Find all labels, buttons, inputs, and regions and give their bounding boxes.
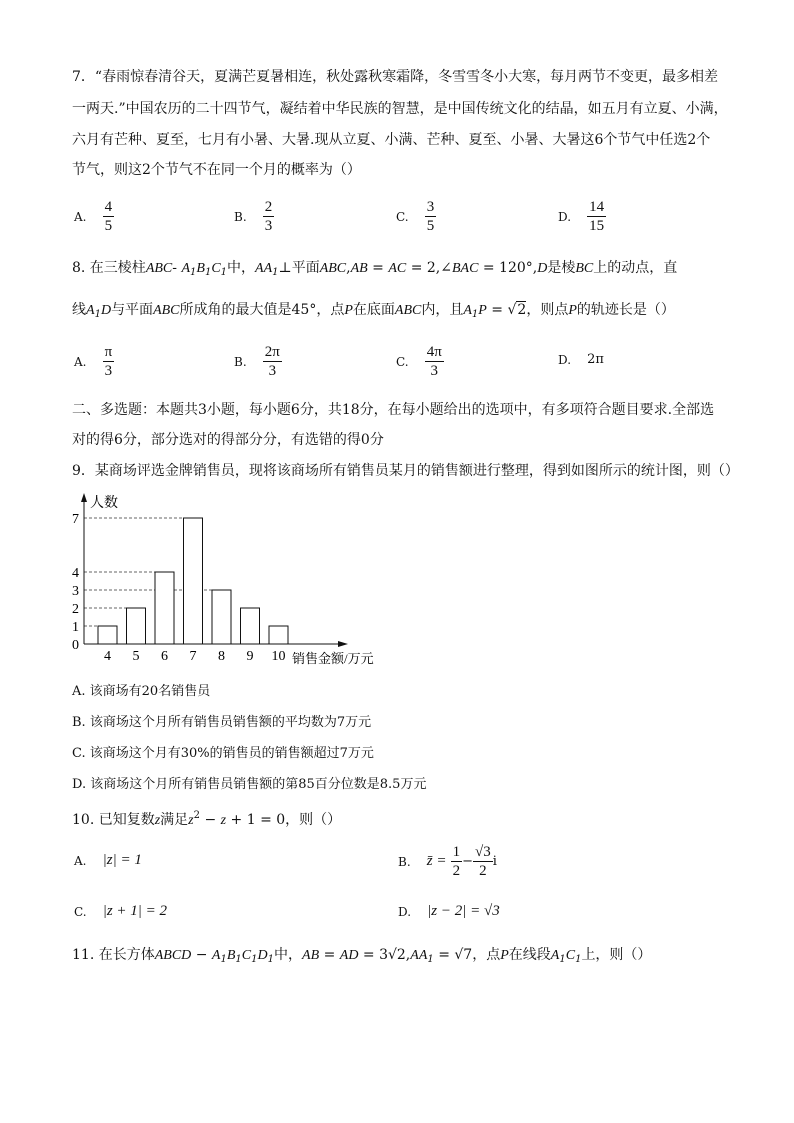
text: + 1 = 0，则（） bbox=[226, 812, 342, 828]
x-axis-label: 销售金额/万元 bbox=[292, 651, 374, 666]
text: 上，则（） bbox=[581, 947, 652, 963]
x-tick-label: 9 bbox=[246, 649, 254, 664]
option-label: B. bbox=[234, 209, 247, 224]
numerator: √3 bbox=[475, 844, 491, 860]
text: 线 bbox=[72, 302, 86, 318]
math: C bbox=[241, 948, 252, 963]
q7-option-b[interactable] bbox=[234, 198, 274, 235]
numerator: 2π bbox=[264, 344, 280, 360]
y-tick-label: 4 bbox=[72, 566, 79, 581]
minus-sign: − bbox=[462, 854, 474, 869]
numerator: π bbox=[104, 344, 113, 360]
option-label: A. bbox=[74, 853, 87, 868]
option-label: D. bbox=[558, 209, 572, 224]
text: = bbox=[486, 302, 508, 318]
option-value: |z| = 1 bbox=[102, 852, 142, 868]
text: 是棱 bbox=[547, 260, 576, 276]
x-tick-label: 4 bbox=[104, 649, 111, 664]
q7-option-d[interactable] bbox=[558, 198, 606, 235]
option-value: |z + 1| = 2 bbox=[102, 903, 168, 919]
math: A bbox=[86, 303, 95, 318]
subscript: 1 bbox=[272, 267, 279, 278]
math: B bbox=[226, 948, 236, 963]
sales-bar-chart bbox=[60, 490, 400, 670]
superscript: 2 bbox=[193, 810, 200, 821]
math: B bbox=[196, 261, 205, 276]
fraction bbox=[103, 343, 115, 380]
q10-option-a[interactable] bbox=[74, 852, 142, 869]
q9-option-a[interactable]: A. 该商场有20名销售员 bbox=[72, 684, 211, 699]
section-2-line-1: 二、多选题：本题共3小题，每小题6分，共18分，在每小题给出的选项中，有多项符合题目要求.全部选 bbox=[72, 402, 715, 418]
y-tick-label: 1 bbox=[72, 620, 79, 635]
option-label: B. bbox=[398, 854, 411, 869]
bar-10 bbox=[269, 626, 288, 644]
subscript: 1 bbox=[251, 954, 258, 965]
x-tick-label: 7 bbox=[189, 649, 197, 664]
text: = bbox=[319, 947, 340, 963]
fraction bbox=[263, 198, 275, 235]
math: AB bbox=[350, 261, 368, 276]
y-tick-label: 0 bbox=[72, 638, 79, 653]
y-tick-label: 3 bbox=[72, 584, 79, 599]
subscript: 1 bbox=[471, 309, 479, 320]
q8-option-c[interactable] bbox=[396, 343, 444, 380]
q7-option-c[interactable] bbox=[396, 198, 436, 235]
text: 满足 bbox=[160, 812, 189, 828]
text: 中， bbox=[227, 260, 256, 276]
numerator: 1 bbox=[452, 844, 461, 860]
fraction bbox=[103, 198, 115, 235]
text: 中， bbox=[274, 947, 303, 963]
fraction bbox=[425, 343, 444, 380]
section-2-line-2: 对的得6分，部分选对的得部分分，有选错的得0分 bbox=[72, 432, 384, 448]
text: 在线段 bbox=[508, 947, 551, 963]
q9-option-c[interactable]: C. 该商场这个月有30%的销售员的销售额超过7万元 bbox=[72, 746, 374, 761]
denominator: 3 bbox=[268, 363, 277, 379]
math: P bbox=[568, 303, 577, 318]
option-label: A. bbox=[74, 354, 87, 369]
bar-9 bbox=[241, 608, 260, 644]
option-label: C. bbox=[396, 209, 409, 224]
math: AC bbox=[388, 261, 407, 276]
y-tick-label: 7 bbox=[72, 512, 79, 527]
option-label: D. bbox=[398, 904, 412, 919]
text: 在底面 bbox=[352, 302, 395, 318]
text: = bbox=[367, 260, 389, 276]
text: - bbox=[172, 260, 177, 276]
sqrt-radicand: 2 bbox=[517, 302, 527, 318]
x-tick-label: 5 bbox=[132, 649, 140, 664]
bar-4 bbox=[98, 626, 117, 644]
math: D bbox=[100, 303, 112, 318]
math: ABC bbox=[319, 261, 347, 276]
text: 8. 在三棱柱 bbox=[72, 260, 146, 276]
q11-stem bbox=[72, 945, 651, 970]
math: AD bbox=[339, 948, 359, 963]
subscript: 1 bbox=[267, 954, 275, 965]
math: D bbox=[537, 261, 548, 276]
text: 上的动点，直 bbox=[593, 260, 678, 276]
math: z bbox=[220, 813, 227, 828]
math: z bbox=[188, 813, 194, 828]
text: ，则点 bbox=[526, 302, 569, 318]
math: P bbox=[344, 303, 353, 318]
subscript: 1 bbox=[204, 267, 212, 278]
q9-option-d[interactable]: D. 该商场这个月所有销售员销售额的第85百分位数是8.5万元 bbox=[72, 777, 427, 792]
text: = 2,∠ bbox=[406, 260, 452, 276]
q10-option-d[interactable] bbox=[398, 903, 500, 920]
fraction bbox=[425, 198, 437, 235]
q8-line-2 bbox=[72, 300, 675, 325]
subscript: 1 bbox=[575, 954, 582, 965]
subscript: 1 bbox=[235, 954, 242, 965]
x-tick-label: 10 bbox=[271, 649, 286, 664]
denominator: 5 bbox=[104, 218, 113, 234]
bar-5 bbox=[127, 608, 146, 644]
math: A bbox=[181, 261, 191, 276]
subscript: 1 bbox=[559, 954, 566, 965]
q10-option-b[interactable] bbox=[398, 843, 497, 880]
x-tick-label: 8 bbox=[218, 649, 225, 664]
option-label: A. bbox=[74, 209, 87, 224]
math: ABCD bbox=[154, 948, 192, 963]
math: C bbox=[565, 948, 576, 963]
subscript: 1 bbox=[220, 954, 227, 965]
math: ABC bbox=[153, 303, 180, 318]
denominator: 2 bbox=[479, 863, 487, 879]
subscript: 1 bbox=[220, 267, 228, 278]
text: = 120°, bbox=[478, 260, 538, 276]
q10-option-c[interactable] bbox=[74, 903, 167, 920]
text: 内，且 bbox=[421, 302, 464, 318]
bar-8 bbox=[212, 590, 231, 644]
q8-line-1 bbox=[72, 258, 677, 283]
denominator: 3 bbox=[430, 363, 438, 379]
text: 11. 在长方体 bbox=[72, 947, 155, 963]
sqrt-sign: √ bbox=[507, 302, 517, 318]
text: , bbox=[346, 260, 351, 276]
q8-option-a[interactable] bbox=[74, 343, 114, 380]
numerator: 3 bbox=[426, 199, 435, 215]
option-label: C. bbox=[74, 904, 87, 919]
math: D bbox=[257, 948, 268, 963]
x-tick-label: 6 bbox=[161, 649, 168, 664]
option-label: D. bbox=[558, 352, 572, 367]
math: z bbox=[154, 813, 161, 828]
math: A bbox=[550, 948, 560, 963]
q7-option-a[interactable] bbox=[74, 198, 114, 235]
text: ⊥平面 bbox=[278, 260, 320, 276]
q7-line-1: 7．“春雨惊春清谷天，夏满芒夏暑相连，秋处露秋寒霜降，冬雪雪冬小大寒，每月两节不变更，最多相差 bbox=[72, 69, 719, 85]
math: A bbox=[211, 948, 221, 963]
text: − bbox=[191, 947, 212, 963]
denominator: 3 bbox=[104, 363, 113, 379]
subscript: 1 bbox=[190, 267, 197, 278]
text: 10. 已知复数 bbox=[72, 812, 155, 828]
y-tick-label: 2 bbox=[72, 602, 79, 617]
math: ABC bbox=[394, 303, 422, 318]
q8-option-b[interactable] bbox=[234, 343, 282, 380]
fraction bbox=[587, 198, 606, 235]
x-axis-arrow bbox=[338, 641, 348, 647]
math: A bbox=[463, 303, 472, 318]
subscript: 1 bbox=[427, 954, 434, 965]
math: ABC bbox=[145, 261, 173, 276]
numerator: 4π bbox=[426, 344, 442, 360]
option-lhs: z̄ = bbox=[426, 853, 447, 869]
math: BAC bbox=[451, 261, 479, 276]
imaginary-unit: i bbox=[492, 854, 497, 869]
text: = 3√2, bbox=[358, 947, 411, 963]
fraction bbox=[451, 843, 463, 880]
math: AB bbox=[302, 948, 320, 963]
text: = √7，点 bbox=[433, 947, 501, 963]
numerator: 14 bbox=[589, 199, 605, 215]
math: AA bbox=[410, 948, 428, 963]
math: AA bbox=[255, 261, 273, 276]
q7-line-4: 节气，则这2个节气不在同一个月的概率为（） bbox=[72, 162, 361, 178]
fraction bbox=[263, 343, 282, 380]
bar-6 bbox=[155, 572, 174, 644]
denominator: 5 bbox=[426, 218, 435, 234]
fraction bbox=[473, 843, 493, 880]
q9-stem: 9．某商场评选金牌销售员，现将该商场所有销售员某月的销售额进行整理，得到如图所示的统计图，则（） bbox=[72, 463, 739, 479]
math: BC bbox=[575, 261, 594, 276]
y-axis-label: 人数 bbox=[90, 496, 118, 511]
q7-line-3: 六月有芒种、夏至，七月有小暑、大暑.现从立夏、小满、芒种、夏至、小暑、大暑这6个节气中任选2个 bbox=[72, 132, 711, 148]
q7-line-2: 一两天.”中国农历的二十四节气，凝结着中华民族的智慧，是中国传统文化的结晶，如五月有立夏、小满， bbox=[72, 101, 728, 117]
q9-option-b[interactable]: B. 该商场这个月所有销售员销售额的平均数为7万元 bbox=[72, 715, 372, 730]
subscript: 1 bbox=[94, 309, 101, 320]
denominator: 15 bbox=[589, 218, 605, 234]
text: 所成角的最大值是45°，点 bbox=[179, 302, 345, 318]
bar-7 bbox=[184, 518, 203, 644]
y-axis-arrow bbox=[81, 493, 87, 502]
option-value: 2π bbox=[587, 352, 604, 367]
q10-stem bbox=[72, 806, 341, 831]
numerator: 2 bbox=[264, 199, 273, 215]
denominator: 3 bbox=[264, 218, 273, 234]
q8-option-d[interactable] bbox=[558, 352, 604, 367]
denominator: 2 bbox=[452, 863, 461, 879]
text: 与平面 bbox=[111, 302, 154, 318]
math: C bbox=[211, 261, 221, 276]
numerator: 4 bbox=[104, 199, 113, 215]
option-value: |z − 2| = √3 bbox=[427, 903, 500, 919]
math: P bbox=[500, 948, 509, 963]
math: P bbox=[478, 303, 487, 318]
text: 的轨迹长是（） bbox=[576, 302, 675, 318]
text: − bbox=[200, 812, 221, 828]
option-label: C. bbox=[396, 354, 409, 369]
option-label: B. bbox=[234, 354, 247, 369]
